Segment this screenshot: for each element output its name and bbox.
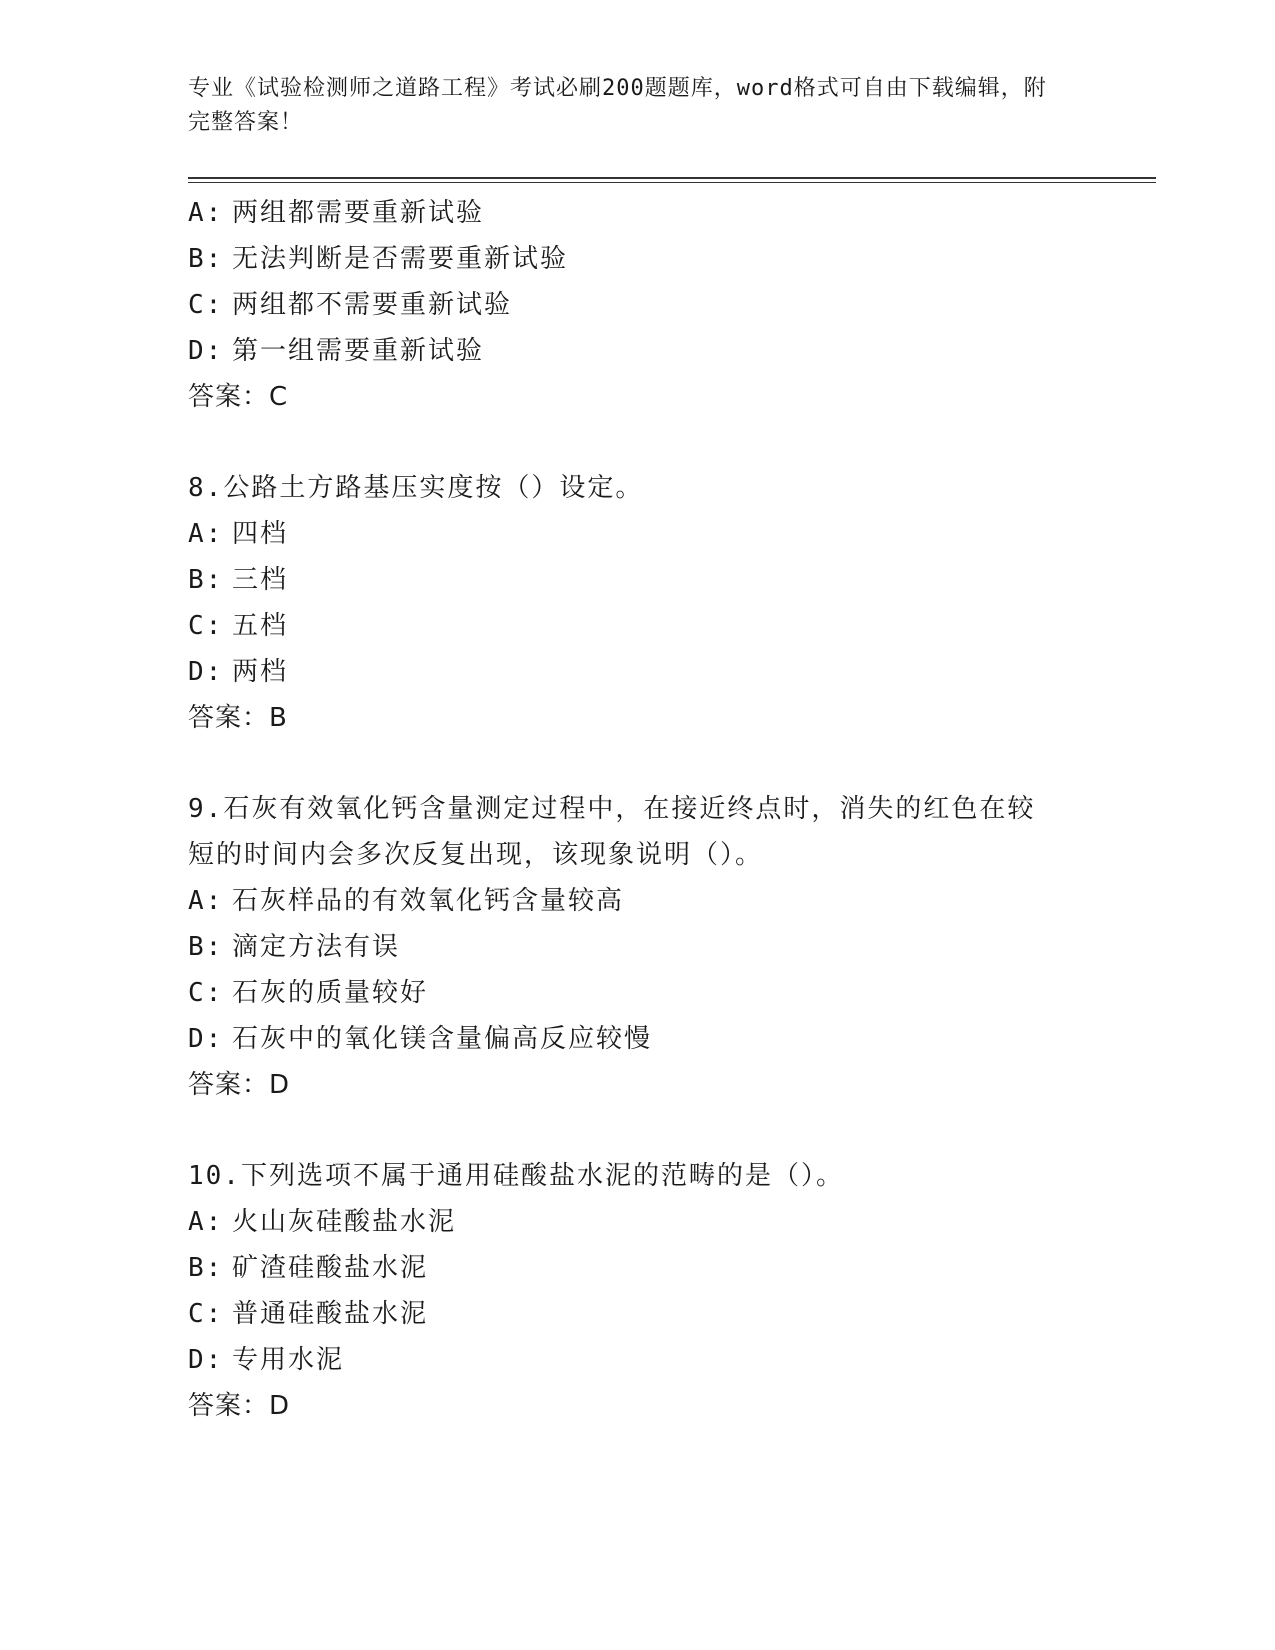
- option-a: A: 火山灰硅酸盐水泥: [188, 1207, 457, 1237]
- option-a: A: 四档: [188, 519, 289, 549]
- option-c: C: 两组都不需要重新试验: [188, 290, 513, 320]
- option-b: B: 无法判断是否需要重新试验: [188, 244, 569, 274]
- option-d: D: 两档: [188, 657, 289, 687]
- question-text: 10.下列选项不属于通用硅酸盐水泥的范畴的是（）。: [188, 1161, 844, 1191]
- option-c: C: 普通硅酸盐水泥: [188, 1299, 429, 1329]
- question-text: 9.石灰有效氧化钙含量测定过程中，在接近终点时，消失的红色在较: [188, 794, 1036, 824]
- option-c: C: 石灰的质量较好: [188, 978, 429, 1008]
- question-text-continued: 短的时间内会多次反复出现，该现象说明（）。: [188, 840, 764, 870]
- option-a: A: 石灰样品的有效氧化钙含量较高: [188, 886, 625, 916]
- question-block-partial: [188, 190, 1088, 420]
- question-block-8: [188, 465, 1088, 741]
- answer-line: 答案：D: [188, 1391, 291, 1421]
- option-d: D: 第一组需要重新试验: [188, 336, 485, 366]
- option-d: D: 专用水泥: [188, 1345, 345, 1375]
- option-b: B: 三档: [188, 565, 289, 595]
- option-d: D: 石灰中的氧化镁含量偏高反应较慢: [188, 1024, 653, 1054]
- option-a: A: 两组都需要重新试验: [188, 198, 485, 228]
- question-block-10: [188, 1153, 1088, 1429]
- answer-line: 答案：B: [188, 703, 288, 733]
- question-block-9: [188, 786, 1088, 1108]
- header-divider: [188, 177, 1156, 179]
- option-c: C: 五档: [188, 611, 289, 641]
- answer-line: 答案：C: [188, 382, 289, 412]
- document-header: [188, 72, 1068, 140]
- option-b: B: 矿渣硅酸盐水泥: [188, 1253, 429, 1283]
- question-text: 8.公路土方路基压实度按（）设定。: [188, 473, 644, 503]
- answer-line: 答案：D: [188, 1070, 291, 1100]
- option-b: B: 滴定方法有误: [188, 932, 401, 962]
- header-title: 专业《试验检测师之道路工程》考试必刷200题题库，word格式可自由下载编辑，附完整答案！: [188, 76, 1047, 135]
- header-divider-thin: [188, 182, 1156, 183]
- question-list: [188, 190, 1088, 1429]
